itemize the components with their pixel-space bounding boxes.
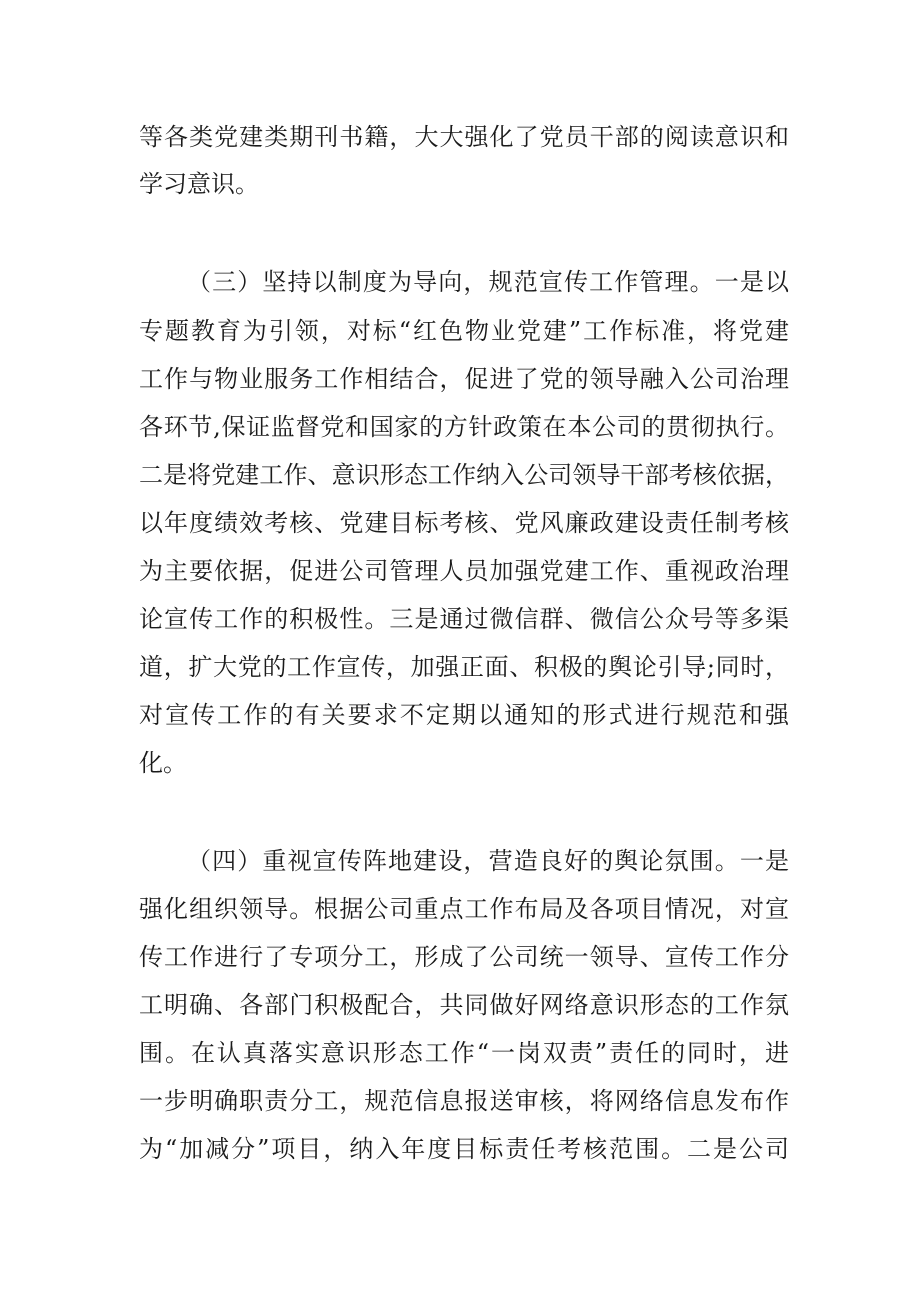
paragraph-2-line-8: 论宣传工作的积极性。三是通过微信群、微信公众号等多渠 [139,605,789,633]
paragraph-1-line-1: 等各类党建类期刊书籍，大大强化了党员干部的阅读意识和 [139,123,789,151]
paragraph-3-line-2: 强化组织领导。根据公司重点工作布局及各项目情况，对宣 [139,895,789,923]
paragraph-1-line-2: 学习意识。 [139,170,259,198]
paragraph-3-line-7: 为“加减分”项目，纳入年度目标责任考核范围。二是公司 [139,1135,789,1163]
paragraph-2-line-7: 为主要依据，促进公司管理人员加强党建工作、重视政治理 [139,557,789,585]
paragraph-2-line-2: 专题教育为引领，对标“红色物业党建”工作标准，将党建 [139,317,789,345]
paragraph-3-line-1: （四）重视宣传阵地建设，营造良好的舆论氛围。一是 [187,847,789,875]
paragraph-3-line-5: 围。在认真落实意识形态工作“一岗双责”责任的同时，进 [139,1039,789,1067]
paragraph-3-line-3: 传工作进行了专项分工，形成了公司统一领导、宣传工作分 [139,943,789,971]
paragraph-2-line-3: 工作与物业服务工作相结合，促进了党的领导融入公司治理 [139,365,789,393]
paragraph-3-line-6: 一步明确职责分工，规范信息报送审核，将网络信息发布作 [139,1087,789,1115]
paragraph-2-line-4: 各环节,保证监督党和国家的方针政策在本公司的贯彻执行。 [139,413,789,441]
paragraph-2-line-11: 化。 [139,749,187,777]
paragraph-2-line-5: 二是将党建工作、意识形态工作纳入公司领导干部考核依据， [139,461,789,489]
paragraph-2-line-10: 对宣传工作的有关要求不定期以通知的形式进行规范和强 [139,701,789,729]
paragraph-2-line-9: 道，扩大党的工作宣传，加强正面、积极的舆论引导;同时， [139,653,789,681]
paragraph-2-line-6: 以年度绩效考核、党建目标考核、党风廉政建设责任制考核 [139,509,789,537]
paragraph-2-line-1: （三）坚持以制度为导向，规范宣传工作管理。一是以 [187,268,789,296]
paragraph-3-line-4: 工明确、各部门积极配合，共同做好网络意识形态的工作氛 [139,991,789,1019]
